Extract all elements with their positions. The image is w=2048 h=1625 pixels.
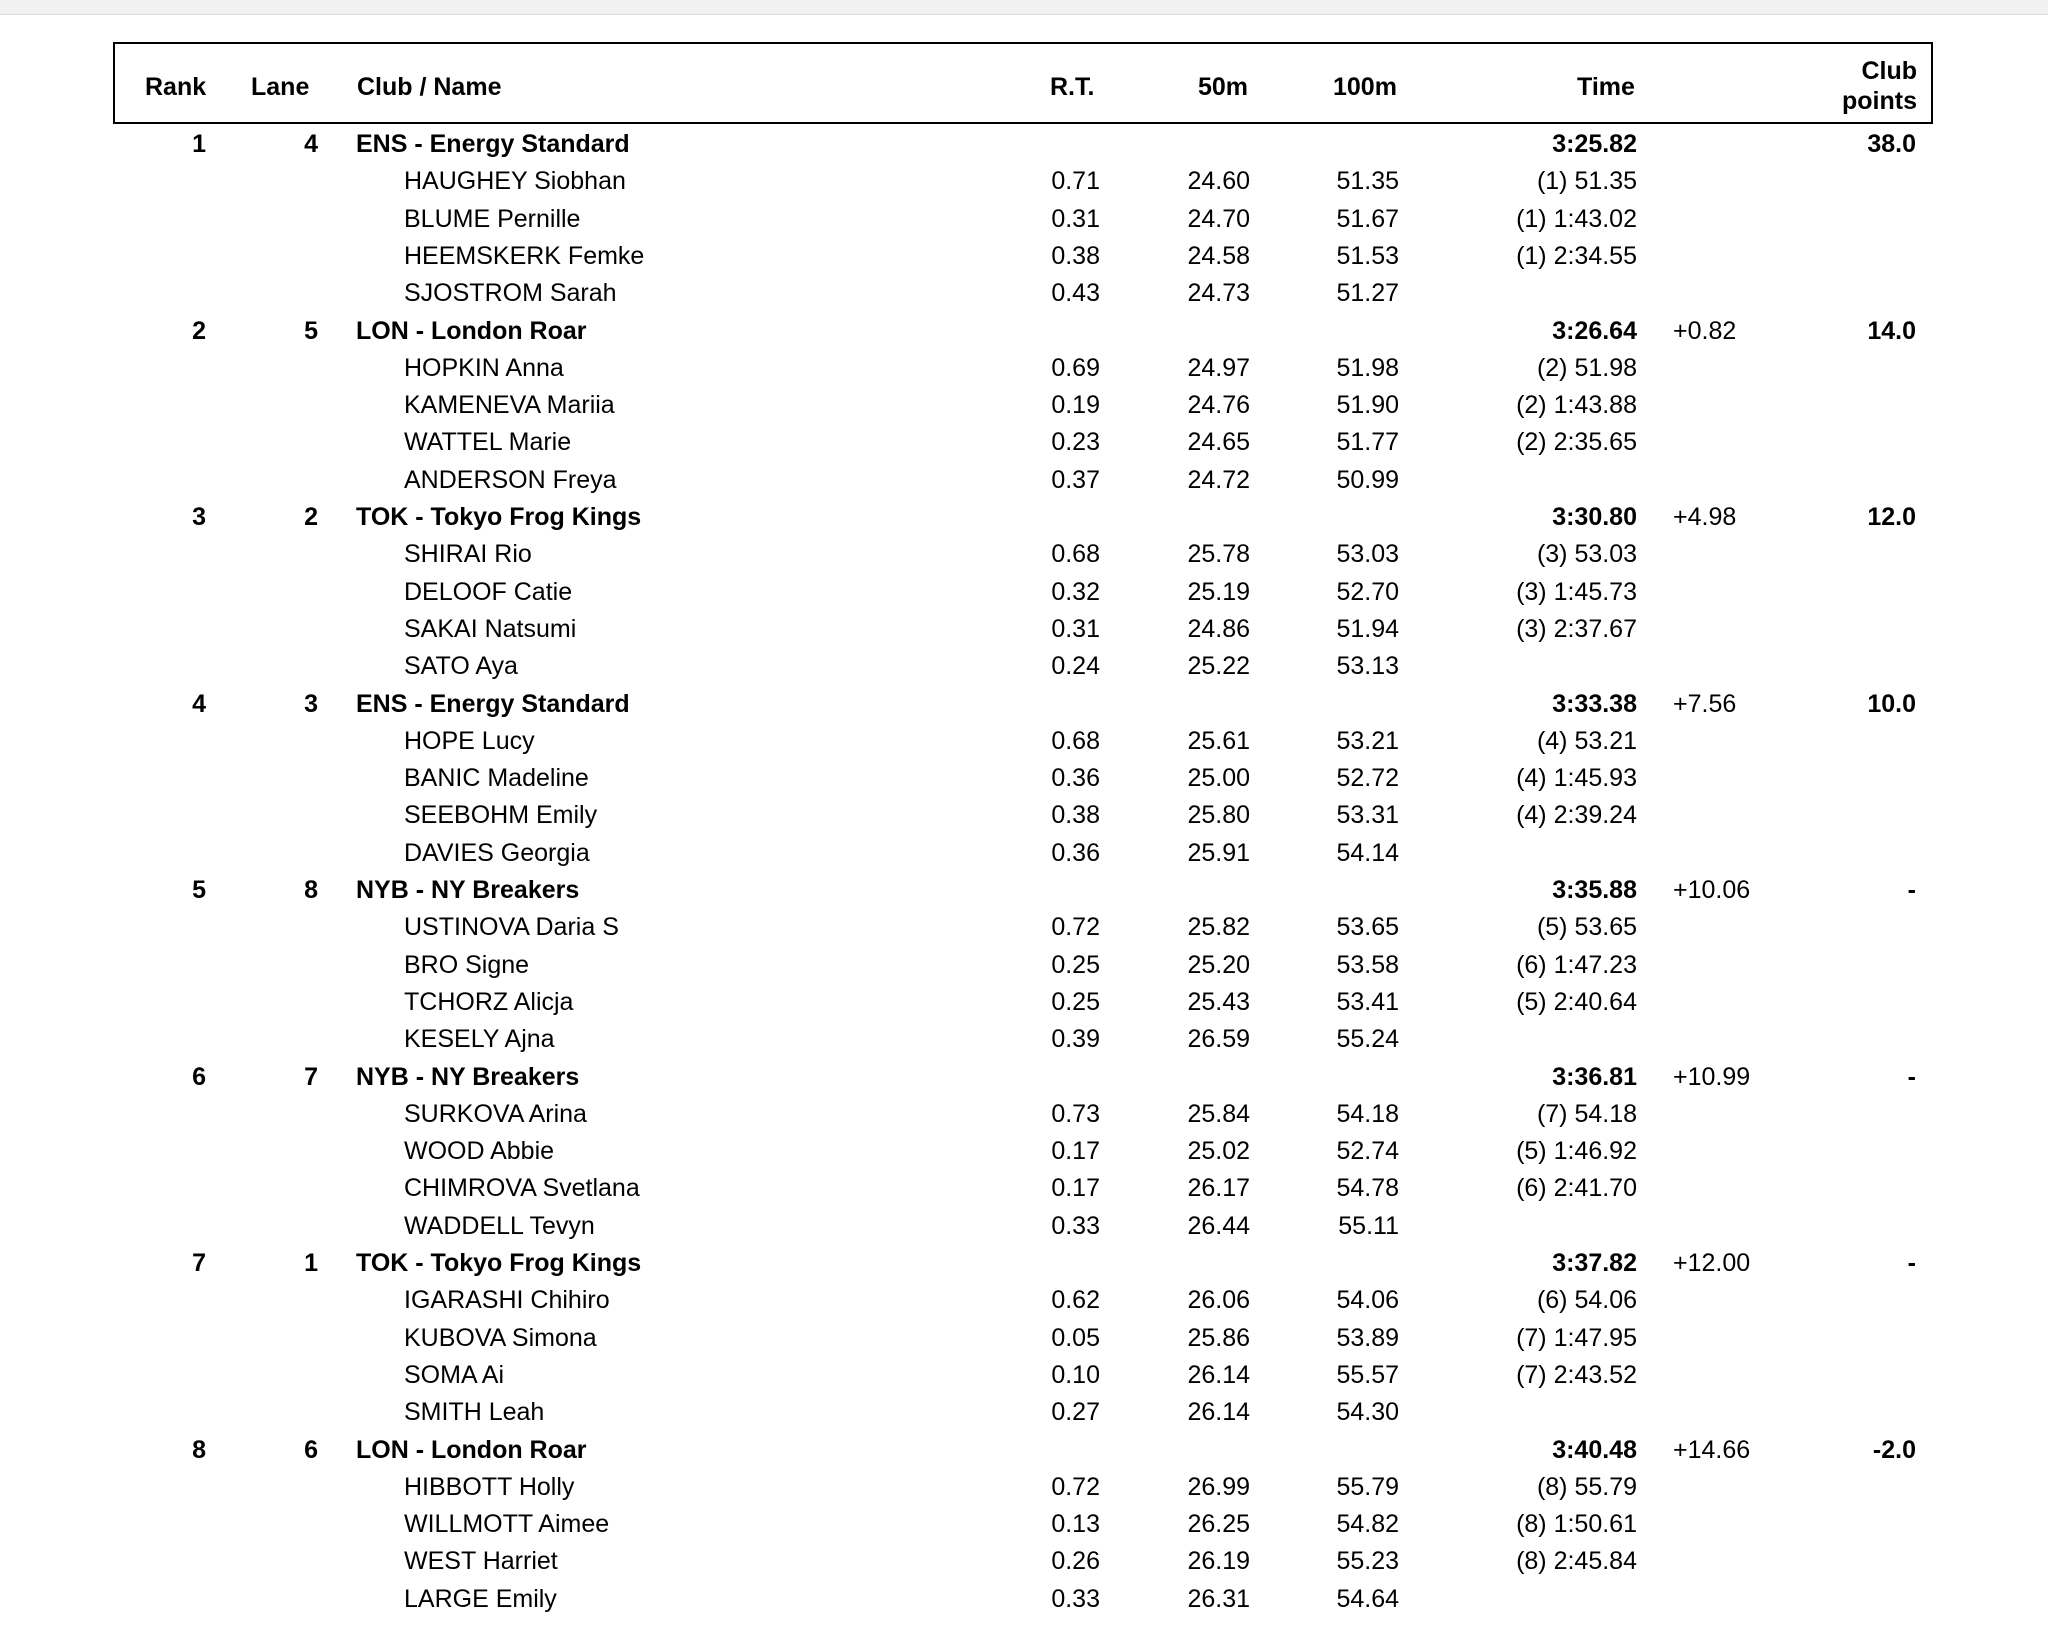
- swimmer-split-100m: 53.65: [1336, 913, 1399, 942]
- swimmer-row: [0, 238, 2048, 275]
- team-club-points: -2.0: [1872, 1435, 1916, 1464]
- swimmer-name: WEST Harriet: [404, 1547, 558, 1576]
- swimmer-row: [0, 163, 2048, 200]
- swimmer-cumulative-time: (7) 54.18: [1536, 1099, 1637, 1128]
- swimmer-split-100m: 54.64: [1336, 1584, 1399, 1613]
- swimmer-split-50m: 26.44: [1187, 1211, 1250, 1240]
- swimmer-split-50m: 25.20: [1187, 950, 1250, 979]
- swimmer-split-50m: 24.60: [1187, 167, 1250, 196]
- browser-top-bar: [0, 0, 2048, 15]
- swimmer-reaction-time: 0.23: [1051, 428, 1100, 457]
- swimmer-name: DELOOF Catie: [404, 577, 573, 606]
- swimmer-name: SATO Aya: [404, 652, 518, 681]
- swimmer-name: HAUGHEY Siobhan: [404, 167, 626, 196]
- swimmer-reaction-time: 0.17: [1051, 1174, 1100, 1203]
- swimmer-split-50m: 24.65: [1187, 428, 1250, 457]
- swimmer-reaction-time: 0.24: [1051, 652, 1100, 681]
- swimmer-split-50m: 25.43: [1187, 987, 1250, 1016]
- swimmer-cumulative-time: (4) 1:45.93: [1516, 764, 1637, 793]
- header-club-points: [1815, 56, 1917, 116]
- team-club-name: LON - London Roar: [356, 316, 587, 345]
- header-club-points-line1: Club: [1861, 57, 1917, 85]
- swimmer-name: SOMA Ai: [404, 1360, 505, 1389]
- team-rank: 2: [192, 316, 206, 345]
- swimmer-row: [0, 760, 2048, 797]
- swimmer-name: HOPKIN Anna: [404, 353, 564, 382]
- swimmer-split-50m: 26.14: [1187, 1398, 1250, 1427]
- swimmer-row: [0, 1394, 2048, 1431]
- swimmer-cumulative-time: (8) 1:50.61: [1516, 1510, 1637, 1539]
- swimmer-reaction-time: 0.27: [1051, 1398, 1100, 1427]
- team-club-name: TOK - Tokyo Frog Kings: [356, 1249, 642, 1277]
- swimmer-name: SEEBOHM Emily: [404, 801, 598, 830]
- swimmer-split-50m: 26.99: [1187, 1472, 1250, 1501]
- swimmer-split-50m: 26.19: [1187, 1547, 1250, 1576]
- swimmer-row: [0, 1133, 2048, 1170]
- swimmer-reaction-time: 0.26: [1051, 1547, 1100, 1576]
- swimmer-split-100m: 55.79: [1336, 1472, 1399, 1501]
- team-lane: 5: [304, 316, 318, 345]
- swimmer-split-50m: 25.02: [1187, 1137, 1250, 1166]
- swimmer-split-100m: 51.98: [1336, 353, 1399, 382]
- swimmer-cumulative-time: (5) 53.65: [1536, 913, 1637, 942]
- team-row: [0, 872, 2048, 909]
- team-club-name: NYB - NY Breakers: [356, 876, 580, 904]
- header-club-points-line2: points: [1842, 87, 1917, 115]
- swimmer-name: ANDERSON Freya: [404, 465, 617, 494]
- swimmer-split-100m: 51.90: [1336, 391, 1399, 420]
- swimmer-row: [0, 909, 2048, 946]
- swimmer-reaction-time: 0.31: [1051, 204, 1100, 233]
- swimmer-name: KAMENEVA Mariia: [404, 391, 615, 420]
- swimmer-row: [0, 1096, 2048, 1133]
- swimmer-split-50m: 24.86: [1187, 614, 1250, 643]
- header-time: Time: [1577, 73, 1635, 101]
- swimmer-split-50m: 26.25: [1187, 1510, 1250, 1539]
- swimmer-row: [0, 462, 2048, 499]
- swimmer-split-100m: 50.99: [1336, 465, 1399, 494]
- swimmer-cumulative-time: (6) 54.06: [1536, 1286, 1637, 1315]
- swimmer-split-50m: 25.61: [1187, 726, 1250, 755]
- swimmer-split-100m: 53.03: [1336, 540, 1399, 569]
- team-club-name: ENS - Energy Standard: [356, 130, 630, 158]
- swimmer-split-100m: 54.14: [1336, 838, 1399, 867]
- swimmer-split-100m: 52.70: [1336, 577, 1399, 606]
- swimmer-row: [0, 350, 2048, 387]
- team-time-behind: +4.98: [1673, 503, 1737, 531]
- team-lane: 4: [304, 130, 318, 158]
- swimmer-name: KUBOVA Simona: [404, 1323, 597, 1352]
- swimmer-split-50m: 25.82: [1187, 913, 1250, 942]
- swimmer-name: HIBBOTT Holly: [404, 1472, 575, 1501]
- team-time-behind: +10.06: [1673, 876, 1751, 904]
- swimmer-reaction-time: 0.62: [1051, 1286, 1100, 1315]
- swimmer-row: [0, 984, 2048, 1021]
- team-row: [0, 313, 2048, 350]
- swimmer-row: [0, 1581, 2048, 1618]
- swimmer-name: SMITH Leah: [404, 1398, 545, 1427]
- swimmer-reaction-time: 0.39: [1051, 1025, 1100, 1054]
- swimmer-cumulative-time: (3) 53.03: [1536, 540, 1637, 569]
- swimmer-reaction-time: 0.72: [1051, 1472, 1100, 1501]
- swimmer-reaction-time: 0.68: [1051, 726, 1100, 755]
- swimmer-row: [0, 275, 2048, 312]
- swimmer-row: [0, 1469, 2048, 1506]
- swimmer-split-100m: 54.30: [1336, 1398, 1399, 1427]
- header-club-name: Club / Name: [357, 73, 502, 101]
- team-time-behind: +0.82: [1673, 316, 1737, 345]
- swimmer-split-50m: 25.19: [1187, 577, 1250, 606]
- swimmer-row: [0, 387, 2048, 424]
- swimmer-split-50m: 26.59: [1187, 1025, 1250, 1054]
- swimmer-cumulative-time: (8) 55.79: [1536, 1472, 1637, 1501]
- team-time-behind: +14.66: [1673, 1435, 1751, 1464]
- swimmer-split-50m: 24.97: [1187, 353, 1250, 382]
- swimmer-split-50m: 25.78: [1187, 540, 1250, 569]
- team-club-name: TOK - Tokyo Frog Kings: [356, 503, 642, 531]
- team-time-behind: +7.56: [1673, 689, 1737, 718]
- team-lane: 2: [304, 503, 318, 531]
- team-lane: 1: [304, 1249, 318, 1277]
- swimmer-split-50m: 26.31: [1187, 1584, 1250, 1613]
- header-lane: Lane: [251, 73, 310, 101]
- swimmer-reaction-time: 0.17: [1051, 1137, 1100, 1166]
- swimmer-cumulative-time: (2) 2:35.65: [1516, 428, 1637, 457]
- team-row: [0, 1245, 2048, 1282]
- team-row: [0, 1432, 2048, 1469]
- team-club-points: 14.0: [1867, 316, 1916, 345]
- swimmer-row: [0, 574, 2048, 611]
- swimmer-reaction-time: 0.33: [1051, 1584, 1100, 1613]
- swimmer-reaction-time: 0.33: [1051, 1211, 1100, 1240]
- swimmer-reaction-time: 0.31: [1051, 614, 1100, 643]
- swimmer-split-50m: 25.80: [1187, 801, 1250, 830]
- swimmer-name: CHIMROVA Svetlana: [404, 1174, 640, 1203]
- swimmer-reaction-time: 0.38: [1051, 801, 1100, 830]
- swimmer-split-100m: 54.18: [1336, 1099, 1399, 1128]
- swimmer-name: USTINOVA Daria S: [404, 913, 619, 942]
- swimmer-name: IGARASHI Chihiro: [404, 1286, 610, 1315]
- team-rank: 8: [192, 1435, 206, 1464]
- swimmer-split-100m: 52.74: [1336, 1137, 1399, 1166]
- swimmer-cumulative-time: (3) 1:45.73: [1516, 577, 1637, 606]
- team-lane: 7: [304, 1062, 318, 1091]
- swimmer-cumulative-time: (5) 1:46.92: [1516, 1137, 1637, 1166]
- swimmer-reaction-time: 0.38: [1051, 241, 1100, 270]
- header-rank: Rank: [145, 73, 207, 101]
- swimmer-reaction-time: 0.10: [1051, 1360, 1100, 1389]
- swimmer-name: KESELY Ajna: [404, 1025, 555, 1054]
- team-rank: 7: [192, 1249, 206, 1277]
- team-club-points: 38.0: [1867, 130, 1916, 158]
- swimmer-split-50m: 26.14: [1187, 1360, 1250, 1389]
- swimmer-split-50m: 24.73: [1187, 279, 1250, 308]
- swimmer-split-100m: 53.13: [1336, 652, 1399, 681]
- swimmer-split-100m: 53.21: [1336, 726, 1399, 755]
- swimmer-cumulative-time: (7) 2:43.52: [1516, 1360, 1637, 1389]
- swimmer-name: SURKOVA Arina: [404, 1099, 587, 1128]
- team-final-time: 3:35.88: [1552, 876, 1637, 904]
- swimmer-reaction-time: 0.68: [1051, 540, 1100, 569]
- swimmer-reaction-time: 0.13: [1051, 1510, 1100, 1539]
- swimmer-name: BRO Signe: [404, 950, 530, 979]
- swimmer-name: BANIC Madeline: [404, 764, 589, 793]
- team-club-points: -: [1907, 1249, 1916, 1277]
- swimmer-row: [0, 1282, 2048, 1319]
- swimmer-reaction-time: 0.05: [1051, 1323, 1100, 1352]
- team-club-points: -: [1907, 876, 1916, 904]
- swimmer-cumulative-time: (2) 51.98: [1536, 353, 1637, 382]
- swimmer-row: [0, 835, 2048, 872]
- swimmer-reaction-time: 0.69: [1051, 353, 1100, 382]
- swimmer-row: [0, 1357, 2048, 1394]
- swimmer-split-50m: 25.22: [1187, 652, 1250, 681]
- swimmer-cumulative-time: (1) 1:43.02: [1516, 204, 1637, 233]
- swimmer-split-100m: 54.06: [1336, 1286, 1399, 1315]
- team-club-points: -: [1907, 1062, 1916, 1091]
- swimmer-row: [0, 723, 2048, 760]
- header-split-50m: 50m: [1198, 73, 1249, 101]
- swimmer-split-100m: 51.67: [1336, 204, 1399, 233]
- swimmer-split-50m: 26.17: [1187, 1174, 1250, 1203]
- swimmer-row: [0, 947, 2048, 984]
- swimmer-cumulative-time: (8) 2:45.84: [1516, 1547, 1637, 1576]
- swimmer-split-100m: 55.24: [1336, 1025, 1399, 1054]
- swimmer-cumulative-time: (4) 53.21: [1536, 726, 1637, 755]
- team-row: [0, 499, 2048, 536]
- team-rank: 6: [192, 1062, 206, 1091]
- team-club-name: ENS - Energy Standard: [356, 689, 630, 718]
- swimmer-name: SHIRAI Rio: [404, 540, 532, 569]
- team-club-name: LON - London Roar: [356, 1435, 587, 1464]
- swimmer-split-50m: 24.58: [1187, 241, 1250, 270]
- swimmer-split-100m: 55.11: [1338, 1211, 1399, 1240]
- swimmer-cumulative-time: (6) 1:47.23: [1516, 950, 1637, 979]
- swimmer-row: [0, 1021, 2048, 1058]
- swimmer-name: WOOD Abbie: [404, 1137, 555, 1166]
- swimmer-cumulative-time: (7) 1:47.95: [1516, 1323, 1637, 1352]
- swimmer-cumulative-time: (1) 2:34.55: [1516, 241, 1637, 270]
- swimmer-cumulative-time: (2) 1:43.88: [1516, 391, 1637, 420]
- swimmer-name: HEEMSKERK Femke: [404, 241, 645, 270]
- swimmer-split-50m: 24.72: [1187, 465, 1250, 494]
- swimmer-name: WILLMOTT Aimee: [404, 1510, 610, 1539]
- swimmer-cumulative-time: (3) 2:37.67: [1516, 614, 1637, 643]
- swimmer-reaction-time: 0.71: [1051, 167, 1100, 196]
- team-lane: 3: [304, 689, 318, 718]
- swimmer-cumulative-time: (4) 2:39.24: [1516, 801, 1637, 830]
- team-final-time: 3:40.48: [1552, 1435, 1637, 1464]
- team-row: [0, 686, 2048, 723]
- swimmer-split-50m: 24.76: [1187, 391, 1250, 420]
- swimmer-name: SJOSTROM Sarah: [404, 279, 617, 308]
- team-final-time: 3:30.80: [1552, 503, 1637, 531]
- swimmer-split-100m: 51.94: [1336, 614, 1399, 643]
- swimmer-reaction-time: 0.32: [1051, 577, 1100, 606]
- swimmer-split-50m: 25.84: [1187, 1099, 1250, 1128]
- swimmer-split-100m: 51.27: [1336, 279, 1399, 308]
- team-rank: 3: [192, 503, 206, 531]
- team-final-time: 3:26.64: [1552, 316, 1637, 345]
- swimmer-name: WADDELL Tevyn: [404, 1211, 595, 1240]
- results-table-header: [113, 42, 1933, 124]
- team-row: [0, 1059, 2048, 1096]
- swimmer-row: [0, 648, 2048, 685]
- swimmer-reaction-time: 0.25: [1051, 987, 1100, 1016]
- swimmer-reaction-time: 0.73: [1051, 1099, 1100, 1128]
- swimmer-reaction-time: 0.43: [1051, 279, 1100, 308]
- team-rank: 1: [192, 130, 206, 158]
- swimmer-row: [0, 797, 2048, 834]
- swimmer-reaction-time: 0.25: [1051, 950, 1100, 979]
- swimmer-row: [0, 1170, 2048, 1207]
- swimmer-reaction-time: 0.36: [1051, 838, 1100, 867]
- swimmer-name: HOPE Lucy: [404, 726, 535, 755]
- swimmer-split-100m: 55.23: [1336, 1547, 1399, 1576]
- team-final-time: 3:33.38: [1552, 689, 1637, 718]
- swimmer-reaction-time: 0.19: [1051, 391, 1100, 420]
- swimmer-name: TCHORZ Alicja: [404, 987, 574, 1016]
- swimmer-row: [0, 1208, 2048, 1245]
- swimmer-split-50m: 26.06: [1187, 1286, 1250, 1315]
- swimmer-row: [0, 1320, 2048, 1357]
- header-reaction-time: R.T.: [1050, 73, 1095, 101]
- team-final-time: 3:36.81: [1552, 1062, 1637, 1091]
- swimmer-split-100m: 53.31: [1336, 801, 1399, 830]
- swimmer-split-50m: 25.91: [1187, 838, 1250, 867]
- swimmer-name: SAKAI Natsumi: [404, 614, 577, 643]
- swimmer-split-50m: 25.86: [1187, 1323, 1250, 1352]
- team-final-time: 3:37.82: [1552, 1249, 1637, 1277]
- team-final-time: 3:25.82: [1552, 130, 1637, 158]
- swimmer-cumulative-time: (6) 2:41.70: [1516, 1174, 1637, 1203]
- swimmer-split-100m: 52.72: [1336, 764, 1399, 793]
- swimmer-name: BLUME Pernille: [404, 204, 581, 233]
- team-club-points: 10.0: [1867, 689, 1916, 718]
- swimmer-cumulative-time: (5) 2:40.64: [1516, 987, 1637, 1016]
- team-club-name: NYB - NY Breakers: [356, 1062, 580, 1091]
- swimmer-split-100m: 54.78: [1336, 1174, 1399, 1203]
- swimmer-name: DAVIES Georgia: [404, 838, 590, 867]
- header-split-100m: 100m: [1333, 73, 1397, 101]
- swimmer-reaction-time: 0.37: [1051, 465, 1100, 494]
- team-lane: 8: [304, 876, 318, 904]
- team-time-behind: +12.00: [1673, 1249, 1751, 1277]
- swimmer-split-100m: 51.35: [1336, 167, 1399, 196]
- swimmer-split-100m: 55.57: [1336, 1360, 1399, 1389]
- team-rank: 4: [192, 689, 206, 718]
- team-club-points: 12.0: [1867, 503, 1916, 531]
- team-lane: 6: [304, 1435, 318, 1464]
- swimmer-row: [0, 424, 2048, 461]
- swimmer-split-100m: 51.77: [1336, 428, 1399, 457]
- swimmer-row: [0, 536, 2048, 573]
- swimmer-row: [0, 201, 2048, 238]
- swimmer-cumulative-time: (1) 51.35: [1536, 167, 1637, 196]
- swimmer-row: [0, 1506, 2048, 1543]
- swimmer-name: WATTEL Marie: [404, 428, 572, 457]
- swimmer-name: LARGE Emily: [404, 1584, 557, 1613]
- team-row: [0, 126, 2048, 163]
- team-rank: 5: [192, 876, 206, 904]
- swimmer-split-50m: 24.70: [1187, 204, 1250, 233]
- swimmer-split-100m: 51.53: [1336, 241, 1399, 270]
- swimmer-reaction-time: 0.72: [1051, 913, 1100, 942]
- swimmer-split-100m: 53.41: [1336, 987, 1399, 1016]
- swimmer-split-100m: 54.82: [1336, 1510, 1399, 1539]
- swimmer-split-100m: 53.58: [1336, 950, 1399, 979]
- swimmer-split-50m: 25.00: [1187, 764, 1250, 793]
- swimmer-row: [0, 1543, 2048, 1580]
- team-time-behind: +10.99: [1673, 1062, 1751, 1091]
- swimmer-row: [0, 611, 2048, 648]
- swimmer-reaction-time: 0.36: [1051, 764, 1100, 793]
- swimmer-split-100m: 53.89: [1336, 1323, 1399, 1352]
